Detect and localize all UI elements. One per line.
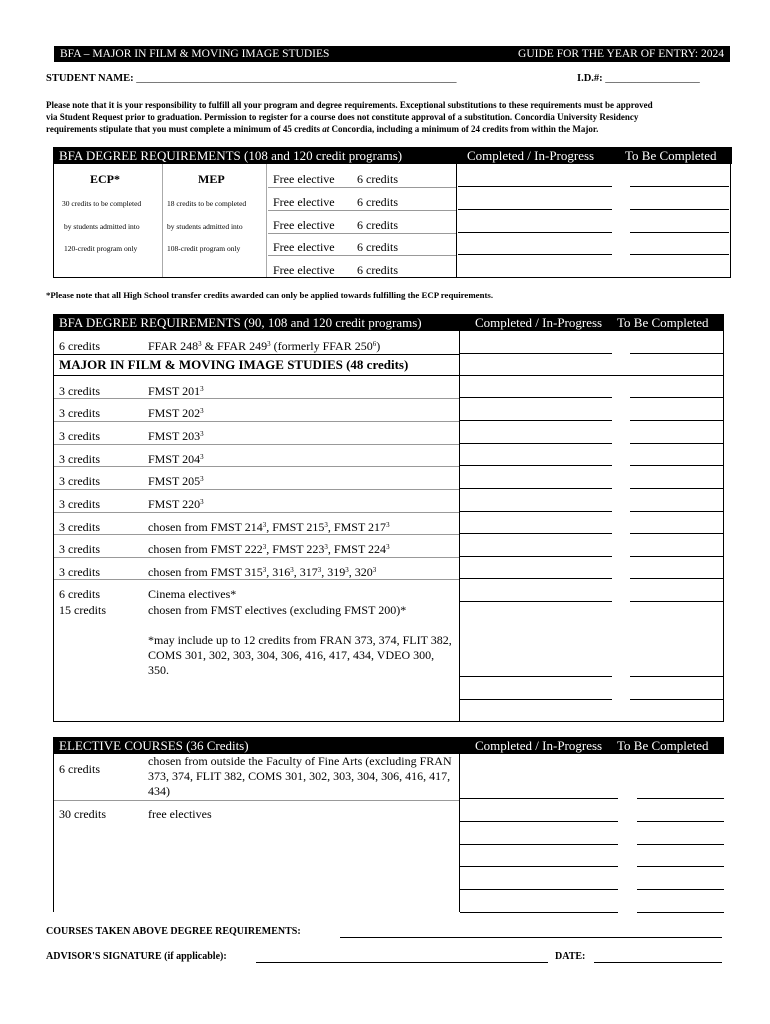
section3-title: ELECTIVE COURSES (36 Credits)	[59, 737, 249, 753]
section3-tobe-header: To Be Completed	[617, 737, 709, 753]
s3-completed-field[interactable]	[460, 912, 618, 913]
section1-tobe-header: To Be Completed	[625, 147, 717, 163]
major-row-credits: 3 credits	[59, 406, 100, 420]
s1-tobe-field[interactable]	[630, 209, 729, 210]
elective-row-2-course: free electives	[148, 807, 212, 821]
s2-sep	[54, 534, 459, 535]
s2-sep	[54, 354, 459, 355]
student-id-field[interactable]: __________________	[605, 73, 700, 84]
s2-completed-field[interactable]	[460, 488, 612, 489]
mep-line-2: by students admitted into	[167, 222, 243, 231]
mep-line-3: 108-credit program only	[167, 244, 241, 253]
s2-tobe-field[interactable]	[630, 533, 723, 534]
cinema-credits: 6 credits	[59, 587, 100, 601]
s2-tobe-field[interactable]	[630, 699, 723, 700]
s2-sep	[54, 421, 459, 422]
section3-completed-header: Completed / In-Progress	[475, 737, 603, 753]
major-row-course: FMST $203^3$	[148, 429, 204, 443]
major-row-course: FMST $205^3$	[148, 474, 204, 488]
guide-year: GUIDE FOR THE YEAR OF ENTRY: 2024	[518, 48, 724, 60]
s2-tobe-field[interactable]	[630, 465, 723, 466]
s1-sep	[268, 255, 456, 256]
student-id-label: I.D.#:	[577, 73, 606, 84]
ecp-line-3: 120-credit program only	[64, 244, 138, 253]
s2-sep	[54, 512, 459, 513]
section2-header	[53, 314, 724, 331]
s1-row-4-course: Free elective	[273, 240, 335, 254]
s2-completed-field[interactable]	[460, 556, 612, 557]
ecp-footnote: *Please note that all High School transfer credits awarded can only be applied towards fulfilling the ECP requirements.	[46, 290, 494, 300]
s2-completed-field[interactable]	[460, 699, 612, 700]
section1-bottom-border	[53, 277, 731, 278]
s2-tobe-field[interactable]	[630, 511, 723, 512]
s2-sep	[54, 579, 459, 580]
intro-paragraph	[46, 99, 728, 135]
mep-line-1: 18 credits to be completed	[167, 199, 247, 208]
major-row-credits: 3 credits	[59, 384, 100, 398]
ecp-line-2: by students admitted into	[64, 222, 140, 231]
s2-completed-field[interactable]	[460, 465, 612, 466]
s2-tobe-field[interactable]	[630, 601, 723, 602]
s1-row-5-credits: 6 credits	[357, 263, 398, 277]
intro-line-3-at: at	[322, 124, 330, 134]
s3-completed-field[interactable]	[460, 844, 618, 845]
s1-tobe-field[interactable]	[630, 232, 729, 233]
major-row-course: chosen from FMST $222^3$, FMST $223^3$, FMST $224^3$	[148, 542, 390, 556]
section3-header	[53, 737, 724, 754]
s2-completed-field[interactable]	[460, 353, 612, 354]
courses-above-label: COURSES TAKEN ABOVE DEGREE REQUIREMENTS:	[46, 926, 301, 937]
section1-right-border	[730, 164, 731, 277]
section1-mep-divider	[266, 164, 267, 277]
ecp-line-1: 30 credits to be completed	[62, 199, 142, 208]
s1-tobe-field[interactable]	[630, 254, 729, 255]
s2-completed-field[interactable]	[460, 578, 612, 579]
s1-row-2-credits: 6 credits	[357, 195, 398, 209]
student-name-label: STUDENT NAME:	[46, 73, 137, 84]
s2-tobe-field[interactable]	[630, 578, 723, 579]
s2-completed-field[interactable]	[460, 676, 612, 677]
section2-completed-header: Completed / In-Progress	[475, 314, 603, 330]
elective-row-2-credits: 30 credits	[59, 807, 106, 821]
s1-row-1-credits: 6 credits	[357, 172, 398, 186]
section2-right-border	[723, 331, 724, 722]
mep-heading: MEP	[198, 172, 225, 186]
section2-left-border	[53, 331, 54, 722]
s2-tobe-field[interactable]	[630, 397, 723, 398]
section2-tobe-header: To Be Completed	[617, 314, 709, 330]
s2-tobe-field[interactable]	[630, 488, 723, 489]
s2-tobe-field[interactable]	[630, 556, 723, 557]
s2-completed-field[interactable]	[460, 397, 612, 398]
s2-sep	[54, 557, 459, 558]
s3-completed-field[interactable]	[460, 821, 618, 822]
date-label: DATE:	[555, 951, 586, 962]
major-row-course: FMST $202^3$	[148, 406, 204, 420]
elective-row-1-credits: 6 credits	[59, 762, 100, 776]
section2-title: BFA DEGREE REQUIREMENTS (90, 108 and 120 credit programs)	[59, 314, 422, 330]
fmst-credits: 15 credits	[59, 603, 106, 617]
s2-sep	[54, 398, 459, 399]
section1-completed-header: Completed / In-Progress	[467, 147, 595, 163]
s3-tobe-field[interactable]	[637, 798, 724, 799]
ffar-course: FFAR $248^3$ & FFAR $249^3$ (formerly FFAR $250^6$)	[148, 339, 381, 353]
section3-left-border	[53, 754, 54, 912]
header-bar	[54, 46, 730, 62]
intro-line-3	[46, 123, 728, 135]
major-row-credits: 3 credits	[59, 497, 100, 511]
courses-above-field[interactable]	[340, 937, 722, 938]
s3-tobe-field[interactable]	[637, 889, 724, 890]
section1-completed-divider	[456, 164, 457, 277]
s1-completed-field[interactable]	[458, 254, 612, 255]
intro-line-3c: Concordia, including a minimum of 24 credits from within the Major.	[329, 124, 599, 134]
s1-tobe-field[interactable]	[630, 186, 729, 187]
s2-tobe-field[interactable]	[630, 676, 723, 677]
major-row-credits: 3 credits	[59, 429, 100, 443]
s2-completed-field[interactable]	[460, 420, 612, 421]
s3-completed-field[interactable]	[460, 866, 618, 867]
date-field[interactable]	[594, 962, 722, 963]
student-id-row	[577, 73, 700, 84]
section1-left-border	[53, 164, 54, 277]
major-row-credits: 3 credits	[59, 542, 100, 556]
student-name-row	[46, 73, 456, 84]
s1-row-3-credits: 6 credits	[357, 218, 398, 232]
s1-completed-field[interactable]	[458, 209, 612, 210]
s3-completed-field[interactable]	[460, 798, 618, 799]
s3-tobe-field[interactable]	[637, 866, 724, 867]
s1-completed-field[interactable]	[458, 232, 612, 233]
ffar-credits: 6 credits	[59, 339, 100, 353]
s1-row-1-course: Free elective	[273, 172, 335, 186]
s2-sep	[54, 444, 459, 445]
section2-completed-divider	[459, 331, 460, 722]
elective-row-1-course: chosen from outside the Faculty of Fine Arts (excluding FRAN 373, 374, FLIT 382, COMS 301, 302, 303, 304, 306, 416, 417, 434)	[148, 754, 452, 798]
advisor-signature-label: ADVISOR'S SIGNATURE (if applicable):	[46, 951, 227, 962]
s1-sep	[268, 187, 456, 188]
s3-completed-field[interactable]	[460, 889, 618, 890]
major-row-credits: 3 credits	[59, 474, 100, 488]
s2-sep	[54, 489, 459, 490]
major-row-credits: 3 credits	[59, 520, 100, 534]
s2-completed-field[interactable]	[460, 601, 612, 602]
major-title: MAJOR IN FILM & MOVING IMAGE STUDIES (48 credits)	[59, 357, 409, 372]
major-row-course: chosen from FMST $315^3$, $316^3$, $317^3$, $319^3$, $320^3$	[148, 565, 377, 579]
s2-tobe-field[interactable]	[630, 420, 723, 421]
s1-row-2-course: Free elective	[273, 195, 335, 209]
cinema-course: Cinema electives*	[148, 587, 237, 601]
major-row-course: FMST $204^3$	[148, 452, 204, 466]
s2-sep	[54, 375, 724, 376]
s1-sep	[268, 210, 456, 211]
s3-tobe-field[interactable]	[637, 844, 724, 845]
fmst-course: chosen from FMST electives (excluding FMST 200)*	[148, 603, 407, 617]
section1-header	[53, 147, 732, 164]
major-row-course: chosen from FMST $214^3$, FMST $215^3$, FMST $217^3$	[148, 520, 390, 534]
intro-line-2: via Student Request prior to graduation. Permission to register for a course does not constitute approval of a substitution. Concordia University Residency	[46, 112, 639, 122]
s2-tobe-field[interactable]	[630, 443, 723, 444]
s2-completed-field[interactable]	[460, 443, 612, 444]
s1-row-4-credits: 6 credits	[357, 240, 398, 254]
intro-line-1: Please note that it is your responsibility to fulfill all your program and degree requirements. Exceptional substitutions to these requirements must be approved	[46, 100, 653, 110]
major-row-credits: 3 credits	[59, 565, 100, 579]
advisor-signature-field[interactable]	[256, 962, 548, 963]
major-row-course: FMST $201^3$	[148, 384, 204, 398]
s1-sep	[268, 233, 456, 234]
ecp-heading: ECP*	[90, 172, 120, 186]
s1-completed-field[interactable]	[458, 186, 612, 187]
section2-bottom-border	[53, 721, 724, 722]
program-title: BFA – MAJOR IN FILM & MOVING IMAGE STUDIES	[60, 48, 330, 60]
s3-sep	[54, 800, 459, 801]
section1-title: BFA DEGREE REQUIREMENTS (108 and 120 credit programs)	[59, 147, 403, 163]
intro-line-3a: requirements stipulate that you must complete a minimum of 45 credits	[46, 124, 323, 134]
major-row-credits: 3 credits	[59, 452, 100, 466]
s2-completed-field[interactable]	[460, 533, 612, 534]
s3-tobe-field[interactable]	[637, 912, 724, 913]
section1-ecp-divider	[162, 164, 163, 277]
s1-row-3-course: Free elective	[273, 218, 335, 232]
s2-completed-field[interactable]	[460, 511, 612, 512]
fmst-note: *may include up to 12 credits from FRAN 373, 374, FLIT 382, COMS 301, 302, 303, 304, 306, 416, 417, 434, VDEO 300, 350.	[148, 633, 452, 677]
s1-row-5-course: Free elective	[273, 263, 335, 277]
s2-sep	[54, 466, 459, 467]
s2-tobe-field[interactable]	[630, 353, 723, 354]
student-name-field[interactable]: _____________________________________________________________	[136, 73, 457, 84]
major-row-course: FMST $220^3$	[148, 497, 204, 511]
s3-tobe-field[interactable]	[637, 821, 724, 822]
